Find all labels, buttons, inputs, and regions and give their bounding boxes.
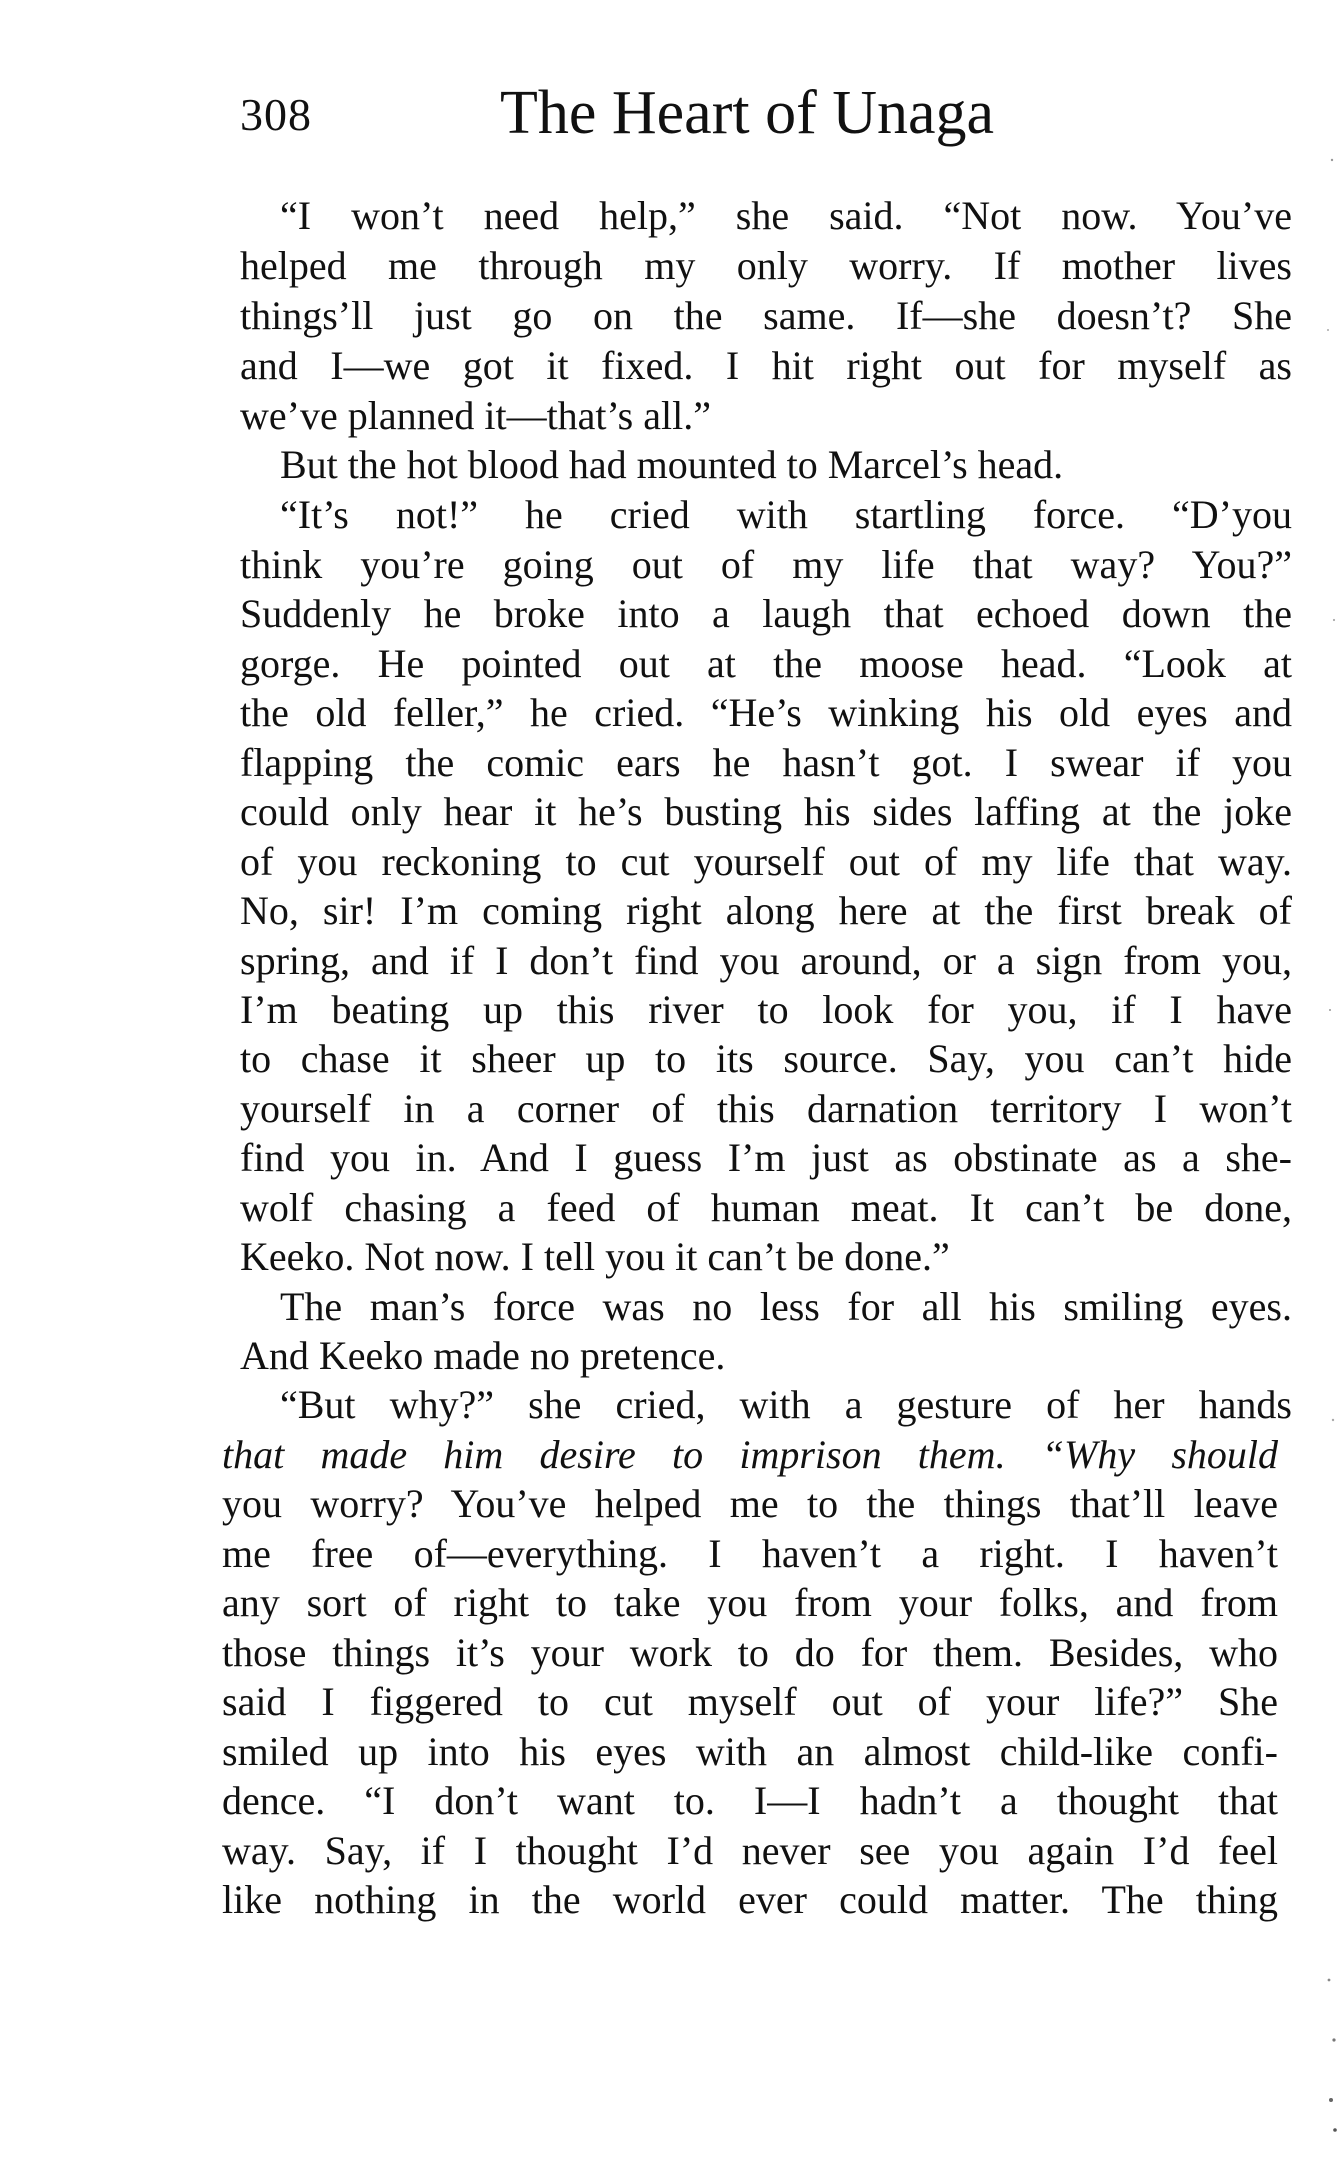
text-line: “But why?” she cried, with a gesture of her hands [280, 1382, 1292, 1427]
text-line: Suddenly he broke into a laugh that echoed down the [240, 591, 1292, 636]
text-line: yourself in a corner of this darnation territory I won’t [240, 1086, 1292, 1131]
text-line: And Keeko made no pretence. [240, 1333, 726, 1378]
text-line: things’ll just go on the same. If—she doesn’t? She [240, 293, 1292, 338]
text-line: said I figgered to cut myself out of your life?” She [222, 1679, 1278, 1724]
text-line: dence. “I don’t want to. I—I hadn’t a thought that [222, 1778, 1278, 1823]
text-line: smiled up into his eyes with an almost child-like confi- [222, 1729, 1278, 1774]
text-line: “It’s not!” he cried with startling force. “D’you [280, 492, 1292, 537]
text-line: to chase it sheer up to its source. Say, you can’t hide [240, 1036, 1292, 1081]
text-line-italic: that made him desire to imprison them. “Why should [222, 1432, 1278, 1477]
text-line: we’ve planned it—that’s all.” [240, 393, 711, 438]
text-line: No, sir! I’m coming right along here at the first break of [240, 888, 1292, 933]
text-line: of you reckoning to cut yourself out of my life that way. [240, 839, 1292, 884]
text-line: way. Say, if I thought I’d never see you again I’d feel [222, 1828, 1278, 1873]
text-line: Keeko. Not now. I tell you it can’t be done.” [240, 1234, 950, 1279]
text-line: flapping the comic ears he hasn’t got. I swear if you [240, 740, 1292, 785]
text-line: those things it’s your work to do for them. Besides, who [222, 1630, 1278, 1675]
text-line: spring, and if I don’t find you around, or a sign from you, [240, 938, 1292, 983]
text-line: could only hear it he’s busting his sides laffing at the joke [240, 789, 1292, 834]
text-line: me free of—everything. I haven’t a right. I haven’t [222, 1531, 1278, 1576]
text-line: The man’s force was no less for all his smiling eyes. [280, 1284, 1292, 1329]
text-line: you worry? You’ve helped me to the things that’ll leave [222, 1481, 1278, 1526]
text-line: “I won’t need help,” she said. “Not now. You’ve [280, 193, 1292, 238]
text-line: any sort of right to take you from your folks, and from [222, 1580, 1278, 1625]
text-line: think you’re going out of my life that way? You?” [240, 542, 1292, 587]
text-line: like nothing in the world ever could matter. The thing [222, 1877, 1278, 1922]
text-line: gorge. He pointed out at the moose head. “Look at [240, 641, 1292, 686]
text-line: wolf chasing a feed of human meat. It can’t be done, [240, 1185, 1292, 1230]
page-header [240, 78, 1060, 158]
paper-edge-specks [1320, 0, 1340, 2162]
text-line: the old feller,” he cried. “He’s winking his old eyes and [240, 690, 1292, 735]
text-line: I’m beating up this river to look for you, if I have [240, 987, 1292, 1032]
text-line: find you in. And I guess I’m just as obstinate as a she- [240, 1135, 1292, 1180]
text-line: helped me through my only worry. If mother lives [240, 243, 1292, 288]
running-title: The Heart of Unaga [500, 79, 995, 147]
text-line: and I—we got it fixed. I hit right out for myself as [240, 343, 1292, 388]
page-number: 308 [240, 89, 312, 140]
text-line: But the hot blood had mounted to Marcel’s head. [280, 442, 1064, 487]
